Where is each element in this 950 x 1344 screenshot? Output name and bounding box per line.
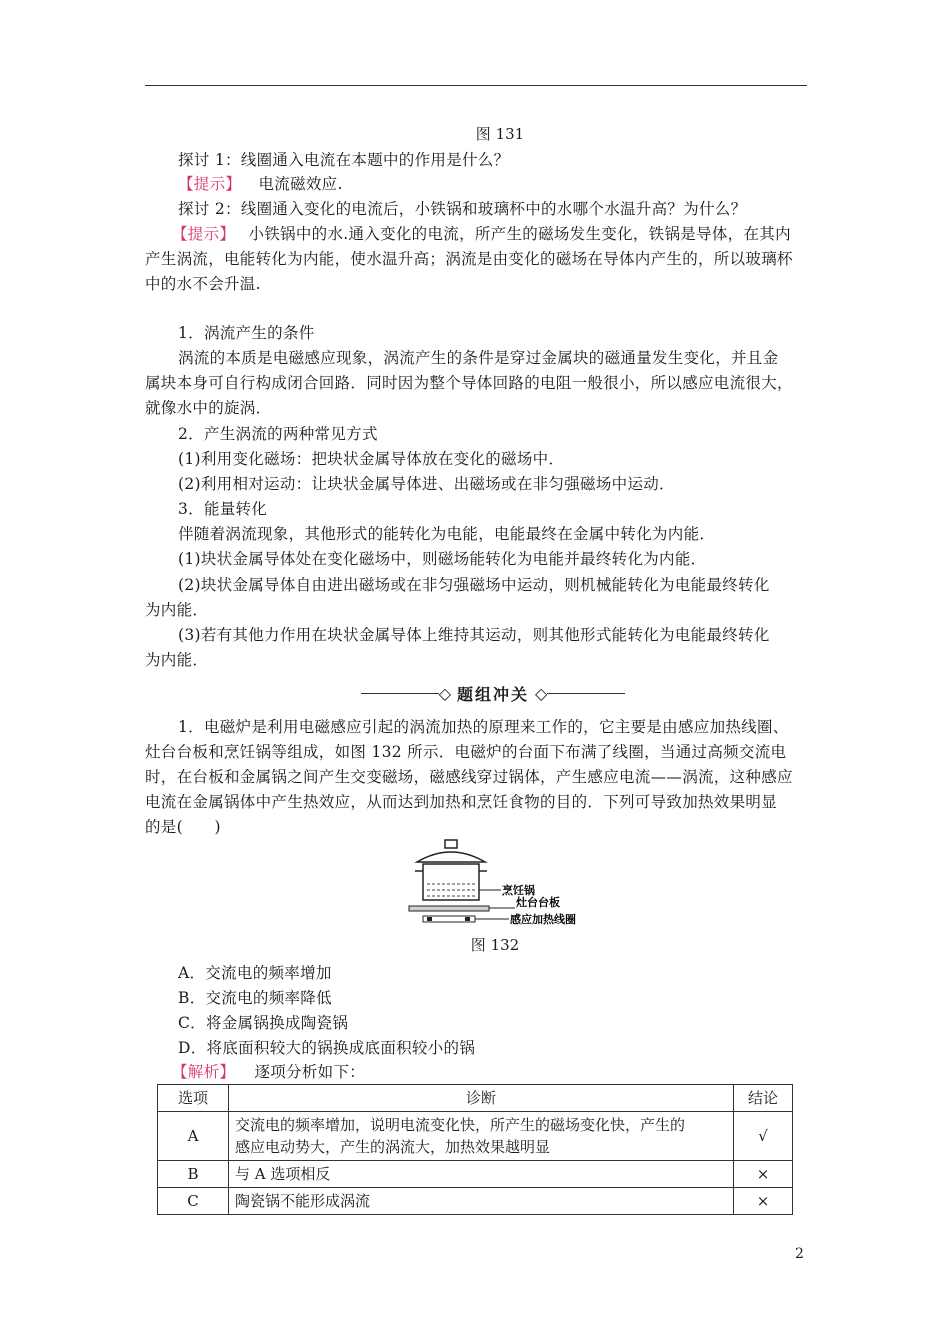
point-text: 涡流的本质是电磁感应现象，涡流产生的条件是穿过金属块的磁通量发生变化，并且金 [178, 349, 779, 367]
figure-131-caption: 图 131 [475, 125, 525, 143]
point-text: 为内能． [145, 601, 209, 619]
title-diamond: ◇ [535, 683, 548, 703]
option-b: B．交流电的频率降低 [178, 989, 332, 1007]
point-text: (1)利用变化磁场：把块状金属导体放在变化的磁场中． [178, 450, 565, 468]
discussion-1-answer [178, 174, 343, 194]
analysis-tag: 【解析】 [172, 1063, 236, 1081]
figure-132-caption: 图 132 [470, 936, 520, 954]
analysis-intro: 【解析】 逐项分析如下： [172, 1063, 366, 1081]
section-title: ◇ 题组冲关 ◇ [361, 682, 625, 704]
discussion-2-answer-line-1: 【提示】 小铁锅中的水.通入变化的电流，所产生的磁场发生变化，铁锅是导体，在其内 [172, 225, 791, 243]
point-text: 就像水中的旋涡． [145, 399, 272, 417]
point-text: (1)块状金属导体处在变化磁场中，则磁场能转化为电能并最终转化为内能． [178, 550, 707, 568]
discussion-2-question: 探讨 2：线圈通入变化的电流后，小铁锅和玻璃杯中的水哪个水温升高？为什么？ [178, 200, 747, 218]
point-text: 属块本身可自行构成闭合回路．同时因为整个导体回路的电阻一般很小，所以感应电流很大， [145, 374, 793, 392]
lid [417, 852, 485, 862]
question-text: 的是( ) [145, 818, 221, 836]
title-rule-left [361, 693, 439, 694]
header-conclusion: 结论 [734, 1085, 793, 1112]
table-header-row [158, 1085, 793, 1112]
lid-knob [445, 840, 457, 848]
hint-tag: 【提示】 [178, 175, 242, 193]
discussion-2-answer-line-3: 中的水不会升温. [145, 275, 261, 293]
hint-text: 电流磁效应. [258, 175, 343, 193]
title-diamond: ◇ [438, 683, 451, 703]
header-option: 选项 [158, 1085, 229, 1112]
analysis-table [157, 1084, 793, 1215]
discussion-2-answer-line-2: 产生涡流，电能转化为内能，使水温升高；涡流是由变化的磁场在导体内产生的，所以玻璃杯 [145, 250, 793, 268]
question-text: 1．电磁炉是利用电磁感应引起的涡流加热的原理来工作的，它主要是由感应加热线圈、 [178, 718, 789, 736]
table-row: C 陶瓷锅不能形成涡流 × [158, 1188, 793, 1215]
point-heading-1: 1．涡流产生的条件 [178, 324, 315, 342]
hint-tag: 【提示】 [172, 225, 236, 243]
point-text: 伴随着涡流现象，其他形式的能转化为电能，电能最终在金属中转化为内能． [178, 525, 716, 543]
question-text: 电流在金属锅体中产生热效应，从而达到加热和烹饪食物的目的．下列可导致加热效果明显 [145, 793, 778, 811]
label-coil: 感应加热线圈 [510, 913, 576, 926]
point-text: (2)块状金属导体自由进出磁场或在非匀强磁场中运动，则机械能转化为电能最终转化 [178, 576, 770, 594]
induction-cooker-diagram [405, 838, 585, 930]
table-row: A 交流电的频率增加，说明电流变化快，所产生的磁场变化快，产生的 感应电动势大，产生的涡流大，加热效果越明显 √ [158, 1112, 793, 1161]
point-heading-3: 3．能量转化 [178, 500, 268, 518]
point-text: 为内能． [145, 651, 209, 669]
header-diagnosis: 诊断 [229, 1085, 734, 1112]
option-d: D．将底面积较大的锅换成底面积较小的锅 [178, 1039, 476, 1057]
discussion-1-question: 探讨 1：线圈通入电流在本题中的作用是什么？ [178, 151, 510, 169]
option-c: C．将金属锅换成陶瓷锅 [178, 1014, 349, 1032]
point-text: (2)利用相对运动：让块状金属导体进、出磁场或在非匀强磁场中运动． [178, 475, 675, 493]
pot [423, 864, 479, 900]
question-text: 时，在台板和金属锅之间产生交变磁场，磁感线穿过锅体，产生感应电流——涡流，这种感应 [145, 768, 793, 786]
page-number: 2 [795, 1246, 804, 1262]
title-rule-right [547, 693, 625, 694]
label-pot: 烹饪锅 [502, 884, 535, 897]
counter-plate [409, 906, 489, 911]
table-row: B 与 A 选项相反 × [158, 1161, 793, 1188]
option-a: A．交流电的频率增加 [178, 964, 332, 982]
question-text: 灶台台板和烹饪锅等组成，如图 132 所示．电磁炉的台面下布满了线圈，当通过高频交流电 [145, 743, 787, 761]
label-counter-plate: 灶台台板 [516, 896, 560, 909]
header-rule [145, 85, 807, 86]
point-heading-2: 2．产生涡流的两种常见方式 [178, 425, 378, 443]
point-text: (3)若有其他力作用在块状金属导体上维持其运动，则其他形式能转化为电能最终转化 [178, 626, 770, 644]
